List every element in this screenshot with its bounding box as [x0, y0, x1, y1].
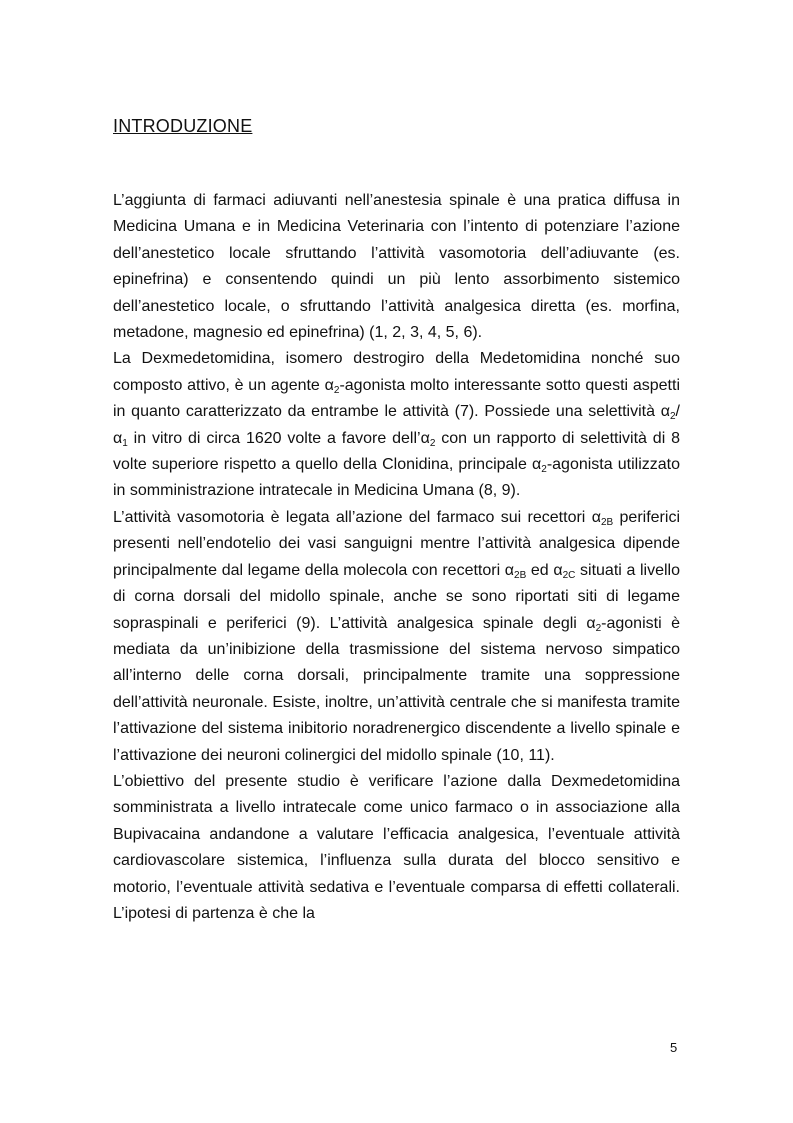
subscript: 2B — [600, 516, 614, 528]
text-span: /α — [113, 403, 680, 447]
paragraph-4: L’obiettivo del presente studio è verificare l’azione dalla Dexmedetomidina somministrata a livello intratecale come unico farmaco o in associazione alla Bupivacaina andandone a valutare l’efficacia analgesica, l’eventuale attività cardiovascolare sistemica, l’influenza sulla durata del blocco sensitivo e motorio, l’eventuale attività sedativa e l’eventuale comparsa di effetti collaterali. L’ipotesi di partenza è che la — [113, 772, 680, 922]
text-span: con un rapporto di selettività di 8 volte superiore rispetto a quello della Clonidina, principale α — [113, 429, 681, 474]
text-span: La Dexmedetomidina, isomero destrogiro della Medetomidina nonché suo composto attivo, è un agente α — [113, 350, 680, 394]
text-span: -agonisti è mediata da un’inibizione della trasmissione del sistema nervoso simpatico all’interno delle corna dorsali, principalmente tramite una soppressione dell’attività neuronale. Esiste, inoltre, un’attività centrale che si manifesta tramite l’attivazione del sistema inibitorio noradrenergico discendente a livello spinale e l’attivazione dei neuroni colinergici del midollo spinale (10, 11). — [113, 614, 681, 764]
text-span: -agonista molto interessante sotto questi aspetti in quanto caratterizzato da entrambe le attività (7). Possiede una selettività α — [113, 376, 680, 421]
paragraph-3 — [113, 505, 680, 769]
subscript: 2 — [429, 437, 436, 449]
text-span: L’attività vasomotoria è legata all’azione del farmaco sui recettori α — [113, 508, 601, 526]
text-span: ed α — [526, 561, 563, 579]
subscript: 1 — [122, 437, 128, 449]
section-heading: INTRODUZIONE — [113, 116, 253, 136]
subscript: 2 — [669, 411, 676, 423]
subscript: 2 — [333, 384, 340, 396]
text-span: periferici presenti nell’endotelio dei vasi sanguigni mentre l’attività analgesica dipende principalmente dal legame della molecola con recettori α — [113, 508, 680, 579]
subscript: 2 — [541, 464, 547, 476]
body-text — [113, 188, 680, 927]
paragraph-2 — [113, 346, 680, 504]
subscript: 2C — [562, 569, 576, 581]
subscript: 2B — [514, 569, 527, 581]
text-span: situati a livello di corna dorsali del midollo spinale, anche se sono riportati siti di legame sopraspinali e periferici (9). L’attività analgesica spinale degli α — [113, 561, 681, 632]
text-span: -agonista utilizzato in somministrazione intratecale in Medicina Umana (8, 9). — [113, 456, 681, 500]
text-span: in vitro di circa 1620 volte a favore dell’α — [127, 429, 430, 447]
paragraph-1: L’aggiunta di farmaci adiuvanti nell’anestesia spinale è una pratica diffusa in Medicina Umana e in Medicina Veterinaria con l’intento di potenziare l’azione dell’anestetico locale sfruttando l’attività vasomotoria dell’adiuvante (es. epinefrina) e consentendo quindi un più lento assorbimento sistemico dell’anestetico locale, o sfruttando l’attività analgesica diretta (es. morfina, metadone, magnesio ed epinefrina) (1, 2, 3, 4, 5, 6). — [113, 192, 680, 342]
subscript: 2 — [595, 622, 602, 634]
page-number: 5 — [670, 1040, 678, 1055]
